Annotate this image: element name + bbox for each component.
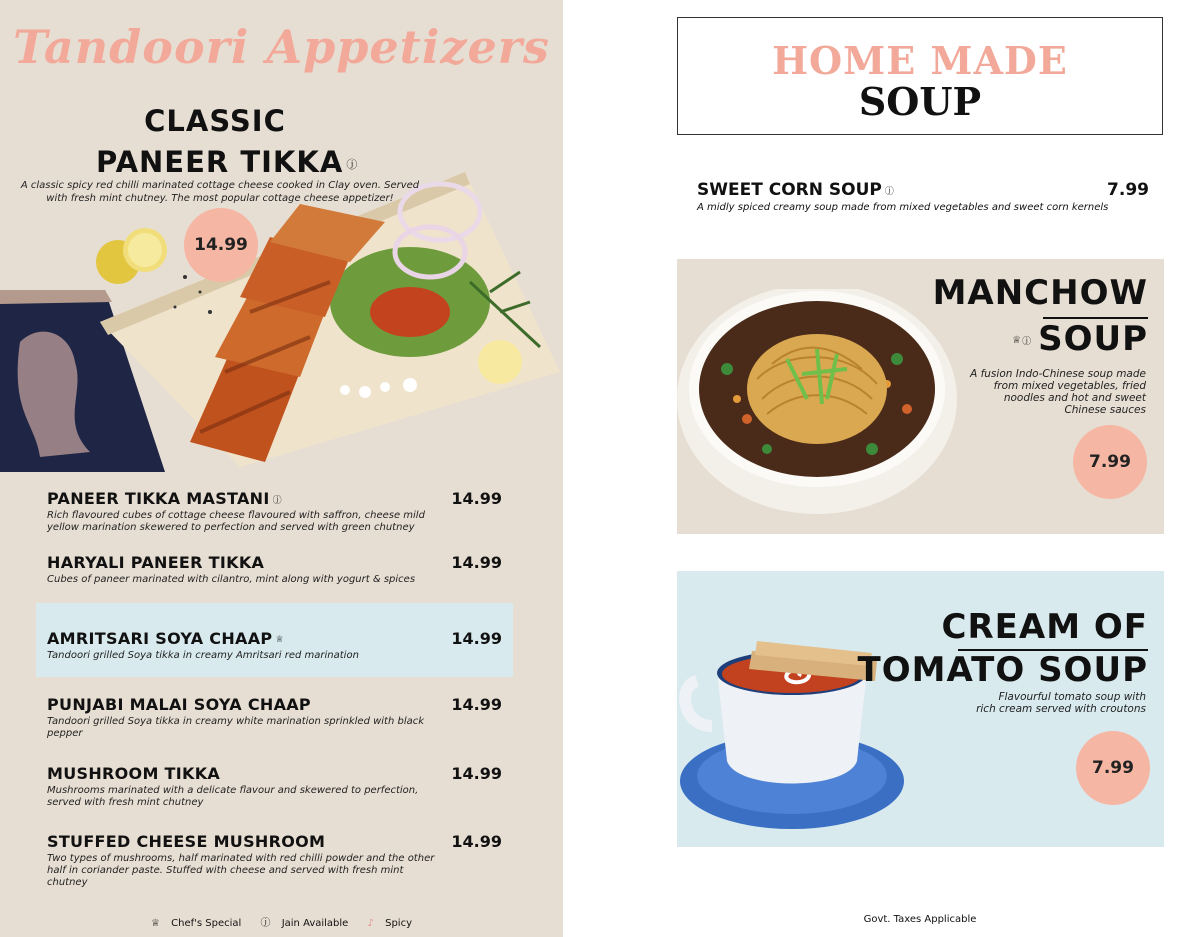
soup-section-header [677,17,1163,135]
item-description: A midly spiced creamy soup made from mixed vegetables and sweet corn kernels [697,202,1109,213]
jain-icon: ⓙ [272,496,282,506]
menu-item [47,695,512,740]
featured-item-name-text: PANEER TIKKA [96,145,344,179]
legend-jain: ⓙ Jain Available [260,918,349,929]
item-price: 14.99 [451,764,502,783]
tax-note: Govt. Taxes Applicable [863,914,977,925]
item-price: 7.99 [1107,180,1149,200]
paneer-tikka-image [0,172,563,472]
jain-icon: ⓙ [346,158,359,171]
menu-item [47,629,512,662]
tomato-price-badge: 7.99 [1079,734,1147,802]
tomato-title-line1: CREAM OF [941,607,1148,647]
tomato-title-line2: TOMATO SOUP [857,650,1148,690]
featured-item-name-line1: CLASSIC [144,104,286,138]
chefs-special-icon: ♕ [275,634,284,645]
manchow-title-line2: ♕ⓙ SOUP [1012,319,1148,359]
soup-header-line2: SOUP [858,79,982,124]
manchow-title-line1: MANCHOW [932,273,1148,313]
item-price: 14.99 [451,695,502,714]
item-description: Mushrooms marinated with a delicate flavour and skewered to perfection, served with fresh mint chutney [47,785,419,808]
tomato-soup-card [677,571,1164,847]
item-description: Tandoori grilled Soya tikka in creamy white marination sprinkled with black pepper [47,716,425,739]
jain-icon: ⓙ [1022,337,1033,347]
item-name: SWEET CORN SOUP ⓙ [697,180,894,200]
tomato-description: Flavourful tomato soup with rich cream served with croutons [976,691,1146,715]
item-name: STUFFED CHEESE MUSHROOM [47,832,326,851]
item-name: HARYALI PANEER TIKKA [47,553,265,572]
item-name: PANEER TIKKA MASTANI ⓙ [47,489,282,508]
jain-icon: ⓙ [260,918,271,929]
soup-header-line1: HOME MADE [772,38,1068,83]
menu-item [47,489,512,534]
item-description: Tandoori grilled Soya tikka in creamy Amritsari red marination [47,650,359,661]
legend [0,914,563,929]
menu-item [47,832,512,889]
manchow-price-badge: 7.99 [1076,428,1144,496]
chefs-special-icon: ♕ [151,918,160,929]
spicy-icon: ♪ [367,918,374,929]
item-name: MUSHROOM TIKKA [47,764,221,783]
chefs-special-icon: ♕ [1012,335,1023,346]
menu-item [47,764,512,809]
manchow-description: A fusion Indo-Chinese soup made from mixed vegetables, fried noodles and hot and sweet Chinese sauces [970,368,1146,416]
item-description: Rich flavoured cubes of cottage cheese flavoured with saffron, cheese mild yellow marination skewered to perfection and served with green chutney [47,510,425,533]
featured-price-badge: 14.99 [187,211,255,279]
item-description: Cubes of paneer marinated with cilantro, mint along with yogurt & spices [47,574,416,585]
item-price: 14.99 [451,629,502,648]
section-title: Tandoori Appetizers [13,20,550,74]
jain-icon: ⓙ [884,186,894,197]
legend-spicy: ♪ Spicy [367,918,412,929]
tandoori-appetizers-panel [0,0,563,937]
item-name: PUNJABI MALAI SOYA CHAAP [47,695,311,714]
manchow-soup-card [677,259,1164,534]
menu-item [47,553,512,586]
item-description: Two types of mushrooms, half marinated with red chilli powder and the other half in coriander paste. Stuffed with cheese and served with fresh mint chutney [47,853,435,888]
item-price: 14.99 [451,489,502,508]
item-price: 14.99 [451,832,502,851]
item-price: 14.99 [451,553,502,572]
legend-chefs-special: ♕ Chef's Special [151,918,242,929]
sweet-corn-soup-item [697,180,1152,213]
featured-item-name-line2 [96,145,358,179]
featured-item-description: A classic spicy red chilli marinated cottage cheese cooked in Clay oven. Served with fresh mint chutney. The most popular cottage cheese appetizer! [20,180,420,204]
item-name: AMRITSARI SOYA CHAAP ♕ [47,629,284,648]
manchow-soup-image [677,289,967,534]
